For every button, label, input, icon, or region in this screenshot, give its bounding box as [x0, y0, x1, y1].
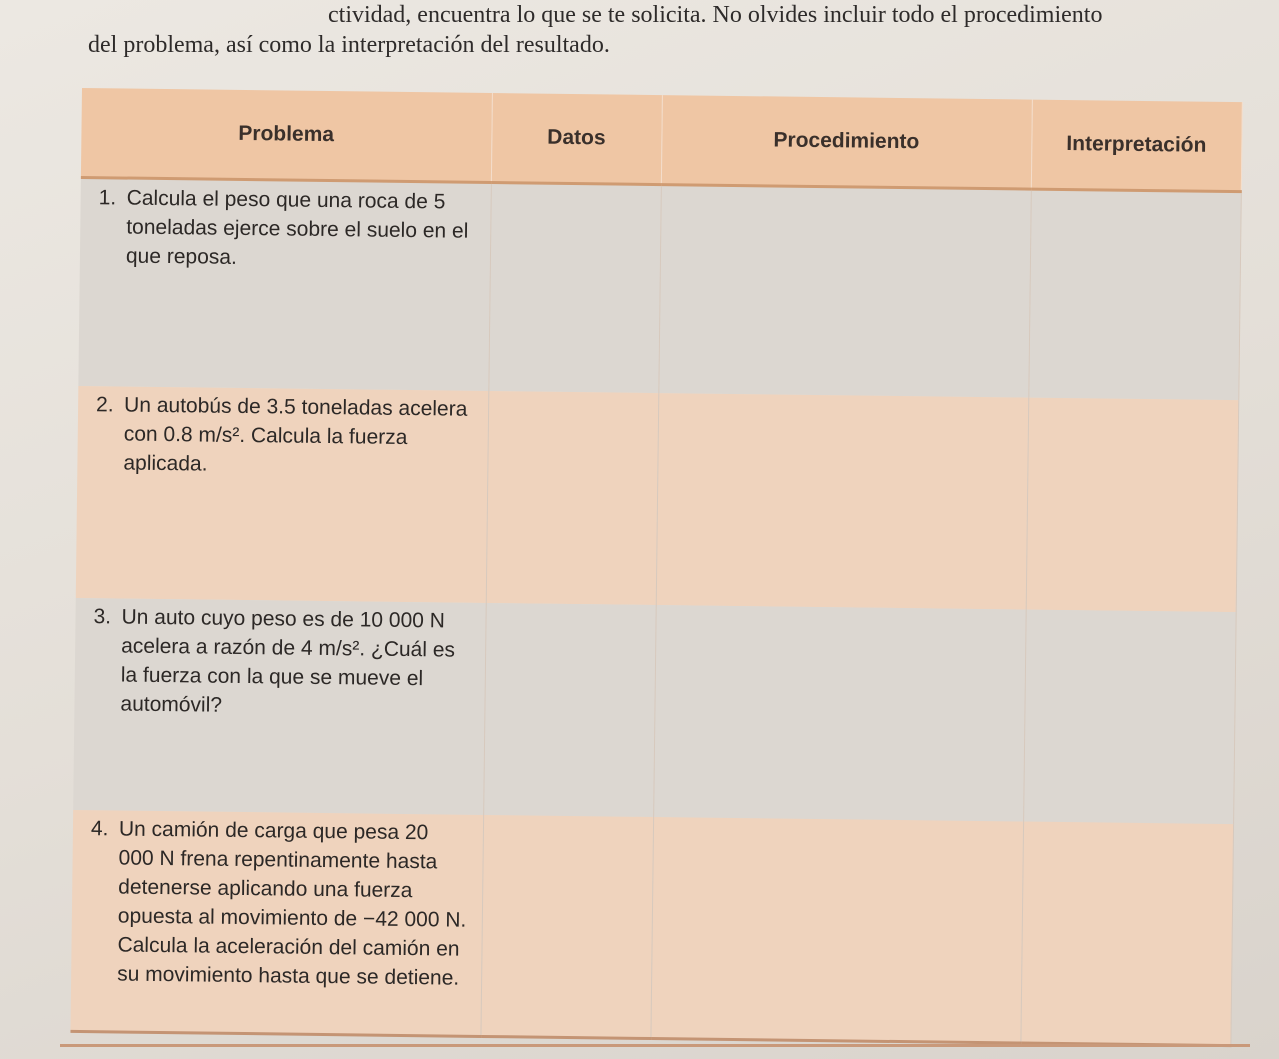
table-row [78, 177, 1240, 399]
datos-cell[interactable] [488, 183, 661, 393]
exercise-table-container [70, 88, 1241, 1047]
table-row [73, 597, 1236, 823]
interpretacion-cell[interactable] [1020, 821, 1233, 1046]
procedimiento-cell[interactable] [653, 605, 1026, 822]
table-header-row [81, 88, 1242, 192]
problem-cell [73, 597, 486, 814]
procedimiento-cell[interactable] [650, 817, 1023, 1044]
datos-cell[interactable] [486, 390, 659, 604]
interpretacion-cell[interactable] [1028, 189, 1241, 400]
instructions [88, 0, 1258, 60]
header-datos: Datos [491, 93, 662, 185]
table-row [76, 385, 1239, 611]
procedimiento-cell[interactable] [658, 185, 1031, 398]
instructions-line-2: del problema, así como la interpretación del resultado. [88, 32, 610, 58]
interpretacion-cell[interactable] [1026, 397, 1239, 612]
table-row [70, 809, 1233, 1045]
exercise-table [70, 88, 1242, 1047]
problem-cell [70, 809, 483, 1036]
instructions-line-1: ctividad, encuentra lo que se te solicita. No olvides incluir todo el procedimiento [328, 2, 1103, 28]
problem-cell [78, 177, 491, 390]
problem-cell [76, 385, 489, 602]
problem-text: Un autobús de 3.5 toneladas acelera con 0.8 m/s². Calcula la fuerza aplicada. [123, 393, 468, 476]
datos-cell[interactable] [483, 602, 656, 816]
procedimiento-cell[interactable] [656, 393, 1029, 610]
header-procedimiento: Procedimiento [661, 95, 1032, 189]
header-problema: Problema [81, 88, 492, 183]
interpretacion-cell[interactable] [1023, 609, 1236, 824]
problem-number: 1. [98, 186, 117, 210]
problem-text: Un camión de carga que pesa 20 000 N frena repentinamente hasta detenerse aplicando una fuerza opuesta al movimiento de −42 000 N. Calcula la aceleración del camión en su movimiento hasta que se detiene. [117, 817, 467, 990]
problem-number: 2. [95, 392, 114, 416]
problem-text: Calcula el peso que una roca de 5 toneladas ejerce sobre el suelo en el que reposa. [125, 186, 469, 269]
datos-cell[interactable] [480, 814, 653, 1038]
page-bottom-rule [60, 1044, 1250, 1047]
header-interpretacion: Interpretación [1031, 100, 1242, 192]
problem-number: 3. [93, 604, 112, 628]
problem-text: Un auto cuyo peso es de 10 000 N acelera a razón de 4 m/s². ¿Cuál es la fuerza con la que se mueve el automóvil? [120, 605, 456, 717]
problem-number: 4. [90, 816, 109, 840]
